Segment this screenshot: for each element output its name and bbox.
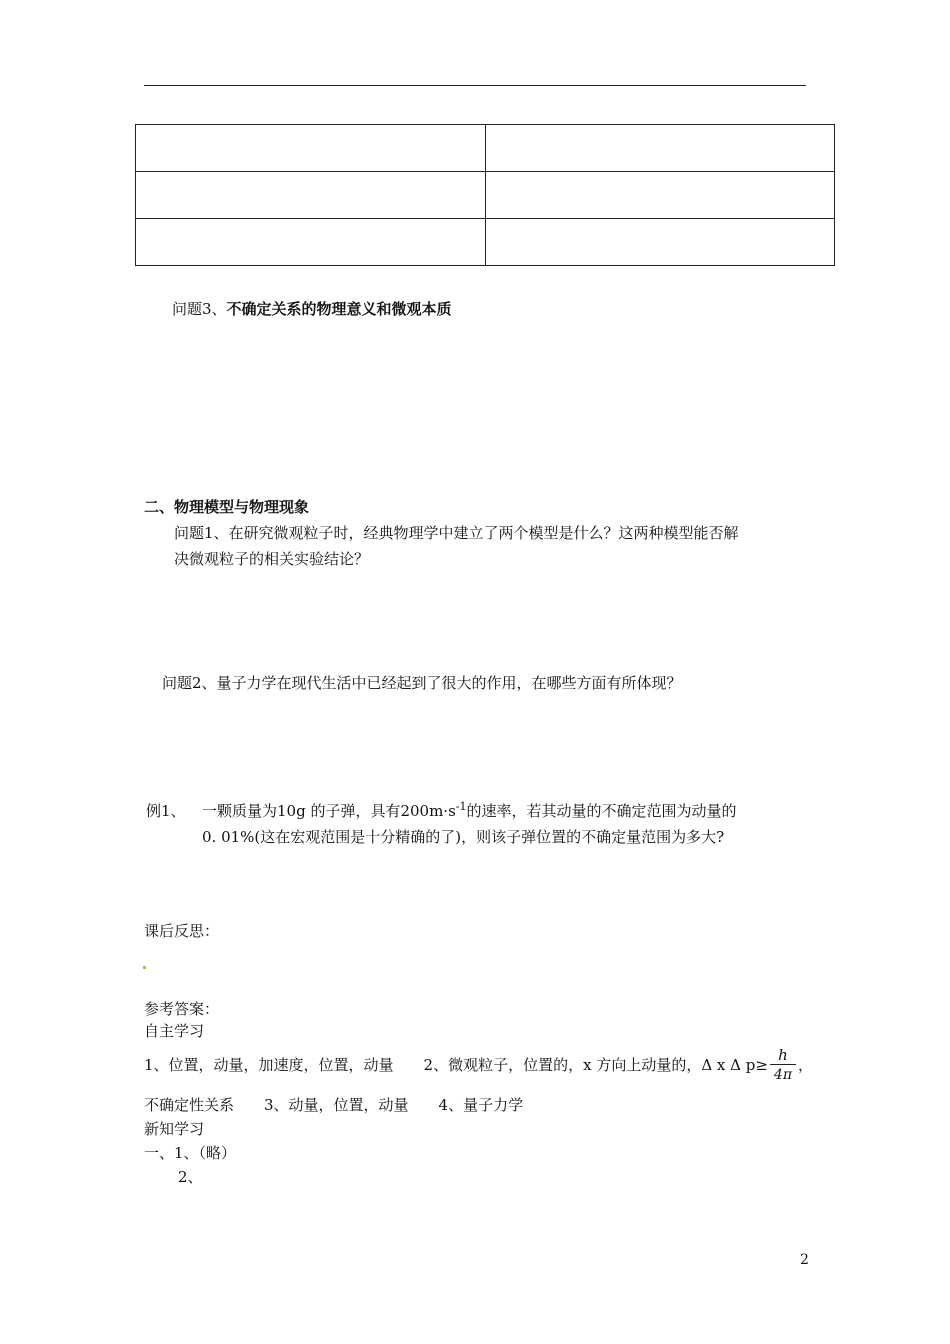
table-row bbox=[136, 172, 835, 219]
example-line-1 bbox=[202, 800, 737, 821]
fraction-numerator: h bbox=[778, 1046, 788, 1064]
fraction-denominator: 4π bbox=[770, 1064, 796, 1083]
answer-line-1-a: 1、位置，动量，加速度，位置，动量 2、微观粒子，位置的，x 方向上动量的，Δ x Δ p≥ bbox=[144, 1056, 768, 1074]
self-study-heading: 自主学习 bbox=[144, 1022, 205, 1040]
uncertainty-fraction bbox=[770, 1046, 796, 1083]
question-3-title: 不确定关系的物理意义和微观本质 bbox=[226, 300, 452, 318]
example-line-1-a: 一颗质量为10g 的子弹，具有200m·s bbox=[202, 802, 456, 820]
example-label: 例1、 bbox=[146, 802, 186, 820]
reflection-label: 课后反思： bbox=[144, 922, 220, 940]
green-mark bbox=[143, 966, 146, 969]
section-2-question-1-line-2: 决微观粒子的相关实验结论？ bbox=[174, 550, 370, 568]
answer-line-1 bbox=[144, 1046, 813, 1083]
table-cell bbox=[136, 219, 486, 266]
section-2-question-2: 问题2、量子力学在现代生活中已经起到了很大的作用，在哪些方面有所体现？ bbox=[162, 674, 682, 692]
table-row bbox=[136, 125, 835, 172]
table-cell bbox=[136, 172, 486, 219]
new-study-heading: 新知学习 bbox=[144, 1120, 205, 1138]
answer-line-2: 不确定性关系 3、动量，位置，动量 4、量子力学 bbox=[144, 1096, 524, 1114]
question-3 bbox=[172, 298, 452, 319]
answer-line-4: 2、 bbox=[178, 1168, 203, 1186]
blank-table bbox=[135, 124, 835, 266]
example-exponent: -1 bbox=[455, 800, 467, 813]
header-rule bbox=[144, 85, 806, 86]
answer-line-3: 一、1、（略） bbox=[144, 1144, 237, 1162]
table-cell bbox=[485, 125, 835, 172]
section-2-question-1-line-1: 问题1、在研究微观粒子时，经典物理学中建立了两个模型是什么？这两种模型能否解 bbox=[174, 524, 739, 542]
example-line-1-b: 的速率，若其动量的不确定范围为动量的 bbox=[466, 802, 737, 820]
example-line-2: 0. 01%(这在宏观范围是十分精确的了)，则该子弹位置的不确定量范围为多大? bbox=[202, 828, 725, 846]
table-cell bbox=[485, 172, 835, 219]
section-2-title: 二、物理模型与物理现象 bbox=[144, 498, 310, 516]
page-number: 2 bbox=[800, 1252, 809, 1268]
question-3-prefix: 问题3、 bbox=[172, 300, 227, 318]
table-row bbox=[136, 219, 835, 266]
answer-line-1-b: ， bbox=[798, 1056, 814, 1074]
answers-title: 参考答案： bbox=[144, 1000, 220, 1018]
table-cell bbox=[485, 219, 835, 266]
table-cell bbox=[136, 125, 486, 172]
